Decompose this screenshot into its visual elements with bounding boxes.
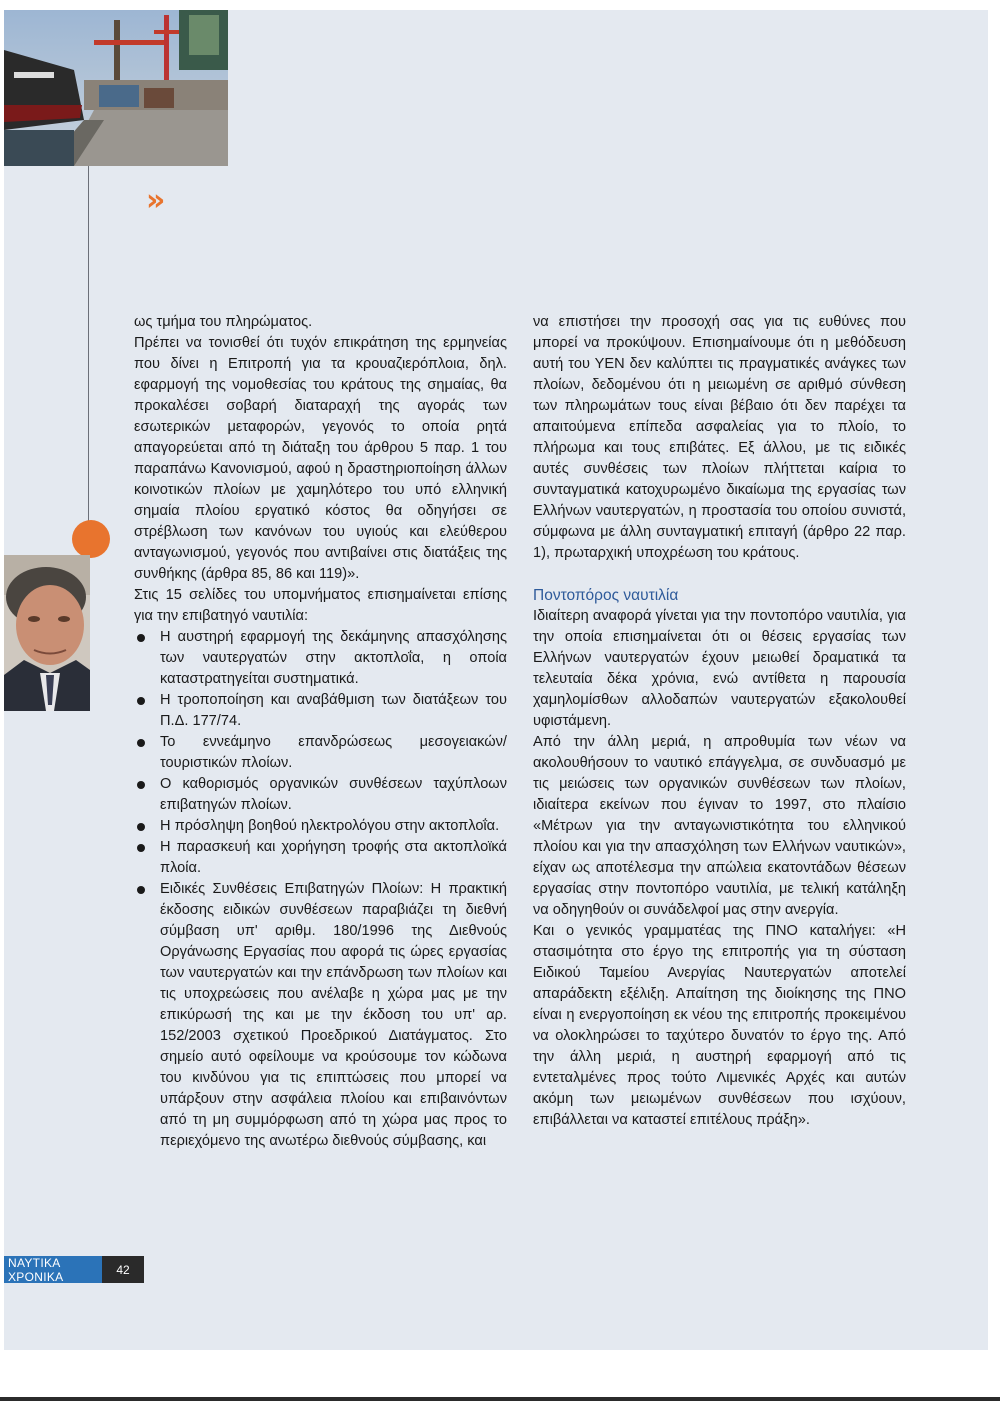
left-text-column [134,312,507,1152]
bullet-icon [137,739,145,747]
bullet-icon [137,823,145,831]
paragraph: Πρέπει να τονισθεί ότι τυχόν επικράτηση της ερμηνείας που δίνει η Επιτροπή για τα κρουαζιερόπλοια, δηλ. εφαρμογή της νομοθεσίας του κράτους της σημαίας, θα προκαλέσει σοβαρή διαταραχή της αγοράς των εσωτερικών μεταφορών, γεγονός το οποία ρητά απαγορεύεται από τη διάταξη του άρθρου 5 παρ. 1 του παραπάνω Κανονισμού, αφού η δραστηριοποίηση άλλων κοινοτικών πλοίων με χαμηλότερο του υπό ελληνική σημαία πλοίου εργατικό κόστος θα οδηγήσει σε στρέβλωση των κανόνων του υγιούς και ελεύθερου ανταγωνισμού, γεγονός που αντιβαίνει στις διατάξεις της συνθήκης (άρθρα 85, 86 και 119)». [134,335,507,582]
list-item [134,732,507,774]
paragraph: Και ο γενικός γραμματέας της ΠΝΟ καταλήγει: «Η στασιμότητα στο έργο της επιτροπής για τη σύσταση Ειδικού Ταμείου Ανεργίας Ναυτεργατών αποτελεί απαράδεκτη εξέλιξη. Απαίτηση της διοίκησης της ΠΝΟ είναι η ενεργοποίηση εκ νέου της επιτροπής προκειμένου να ολοκληρώσει το ταχύτερο δυνατόν το έργο της. Από την άλλη μεριά, η αυστηρή εφαρμογή από τις εντεταλμένες προς τούτο Λιμενικές Αρχές και αυτών ακόμη των μειωμένων συνθέσεων που ισχύουν, επιβάλλεται να καταστεί επιτέλους πράξη». [533,923,906,1128]
magazine-title: ΝΑΥΤΙΚΑ ΧΡΟΝΙΚΑ [4,1256,102,1283]
ship-photo [4,10,228,166]
list-item-text: Η τροποποίηση και αναβάθμιση των διατάξεων του Π.Δ. 177/74. [160,692,507,729]
bottom-border [0,1397,1000,1401]
right-text-column [533,312,906,1131]
list-item [134,774,507,816]
bullet-icon [137,634,145,642]
bullet-icon [137,844,145,852]
portrait-photo [4,555,90,711]
list-item-text: Ειδικές Συνθέσεις Επιβατηγών Πλοίων: Η πρακτική έκδοσης ειδικών συνθέσεων παραβιάζει τη διεθνή σύμβαση υπ' αριθμ. 180/1996 της Διεθνούς Οργάνωσης Εργασίας που αφορά τις ώρες εργασίας των ναυτεργατών και την επάνδρωση των πλοίων και τις υποχρεώσεις που ανέλαβε η χώρα μας με την επικύρωσή της και με την έκδοση του υπ' αρ. 152/2003 σχετικού Προεδρικού Διατάγματος. Στο σημείο αυτό οφείλουμε να κρούσουμε τον κώδωνα του κινδύνου για τις επιπτώσεις που μπορεί να υπάρξουν στην ασφάλεια πλοίου και επιβαινόντων από τη μη συμμόρφωση από τη χώρα μας προς το περιεχόμενο της ανωτέρω διεθνούς σύμβασης, και [160,881,507,1149]
list-item [134,690,507,732]
page-number: 42 [102,1256,144,1283]
bullet-icon [137,697,145,705]
list-item [134,879,507,1152]
orange-dot-decoration [72,520,110,558]
list-item-text: Η παρασκευή και χορήγηση τροφής στα ακτοπλοϊκά πλοία. [160,839,507,876]
chevron-right-icon: » [146,183,166,218]
page-edge [988,0,1000,1414]
list-item-text: Το εννεάμηνο επανδρώσεως μεσογειακών/τουριστικών πλοίων. [160,734,507,771]
list-item [134,837,507,879]
magazine-page [4,10,988,1350]
bullet-icon [137,781,145,789]
paragraph: Ιδιαίτερη αναφορά γίνεται για την ποντοπόρο ναυτιλία, για την οποία επισημαίνεται ότι οι θέσεις εργασίας των Ελλήνων ναυτεργατών έχουν μειωθεί δραματικά τα τελευταία δέκα χρόνια, ενώ αντίθετα η παρουσία χαμηλομίσθων αλλοδαπών ναυτεργατών εξακολουθεί υφιστάμενη. [533,608,906,729]
page-footer [4,1256,144,1283]
paragraph: Από την άλλη μεριά, η απροθυμία των νέων να ακολουθήσουν το ναυτικό επάγγελμα, σε συνδυασμό με τις μειώσεις των οργανικών συνθέσεων των πλοίων, ιδιαίτερα εκείνων που έγιναν το 1997, στο πλαίσιο «Μέτρων για την ανταγωνιστικότητα του ελληνικού πλοίου και για την απασχόληση των Ελλήνων ναυτικών», είχαν ως αποτέλεσμα την απώλεια εκατοντάδων θέσεων εργασίας στην ποντοπόρο ναυτιλία, με τελική κατάληξη να οδηγηθούν οι συνάδελφοί μας στην ανεργία. [533,734,906,918]
list-item-text: Η πρόσληψη βοηθού ηλεκτρολόγου στην ακτοπλοΐα. [160,818,500,834]
section-subheading: Ποντοπόρος ναυτιλία [533,587,679,604]
paragraph: ως τμήμα του πληρώματος. [134,314,313,330]
paragraph: Στις 15 σελίδες του υπομνήματος επισημαίνεται επίσης για την επιβατηγό ναυτιλία: [134,587,507,624]
list-item [134,627,507,690]
list-item-text: Η αυστηρή εφαρμογή της δεκάμηνης απασχόλησης των ναυτεργατών στην ακτοπλοΐα, η οποία καταστρατηγείται συστηματικά. [160,629,507,687]
paragraph: να επιστήσει την προσοχή σας για τις ευθύνες που μπορεί να προκύψουν. Επισημαίνουμε ότι η μεθόδευση αυτή του ΥΕΝ δεν καλύπτει τις πραγματικές ανάγκες των πλοίων, δεδομένου ότι η μειωμένη σε αριθμό σύνθεση των πληρωμάτων τους είναι βέβαιο ότι δεν παρέχει τα απαιτούμενα επίπεδα ασφαλείας για το πλοίο, το πλήρωμα και τους επιβάτες. Εξ άλλου, με τις ειδικές αυτές συνθέσεις των πλοίων πλήττεται καίρια το συνταγματικά κατοχυρωμένο δικαίωμα της εργασίας των Ελλήνων ναυτεργατών, η προστασία του οποίου συνιστά, σύμφωνα με άλλη συνταγματική επιταγή (άρθρο 22 παρ. 1), πρωταρχική υποχρέωση του κράτους. [533,314,906,561]
list-item [134,816,507,837]
bullet-list [134,627,507,1152]
decorative-vertical-line [88,166,89,546]
list-item-text: Ο καθορισμός οργανικών συνθέσεων ταχύπλοων επιβατηγών πλοίων. [160,776,507,813]
bullet-icon [137,886,145,894]
